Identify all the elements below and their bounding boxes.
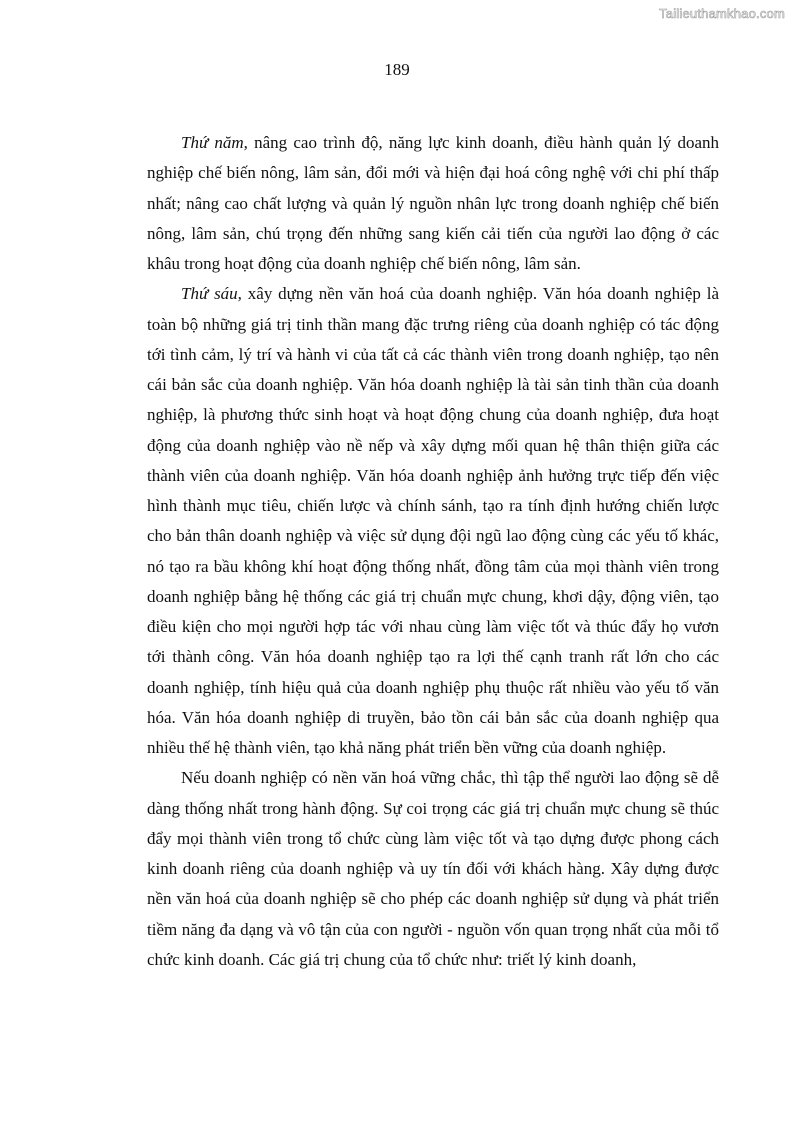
paragraph-text: nâng cao trình độ, năng lực kinh doanh, điều hành quản lý doanh nghiệp chế biến nông, lâm sản, đổi mới và hiện đại hoá công nghệ với chi phí thấp nhất; nâng cao chất lượng và quản lý nguồn nhân lực trong doanh nghiệp chế biến nông, lâm sản, chú trọng đến những sang kiến cải tiến của người lao động ở các khâu trong hoạt động của doanh nghiệp chế biến nông, lâm sản. bbox=[147, 133, 719, 273]
paragraph-lead: Thứ sáu, bbox=[181, 284, 242, 304]
paragraph-thu-nam bbox=[147, 128, 719, 279]
paragraph-van-hoa bbox=[147, 763, 719, 975]
page-number: 189 bbox=[384, 60, 410, 79]
paragraph-lead: Thứ năm, bbox=[181, 133, 248, 152]
paragraph-thu-sau bbox=[147, 279, 719, 763]
paragraph-text: Nếu doanh nghiệp có nền văn hoá vững chắc, thì tập thể người lao động sẽ dễ dàng thống nhất trong hành động. Sự coi trọng các giá trị chuẩn mực chung sẽ thúc đẩy mọi thành viên trong tổ chức cùng làm việc tốt và tạo dựng được phong cách kinh doanh riêng của doanh nghiệp và uy tín đối với khách hàng. Xây dựng được nền văn hoá của doanh nghiệp sẽ cho phép các doanh nghiệp sử dụng và phát triển tiềm năng đa dạng và vô tận của con người - nguồn vốn quan trọng nhất của mỗi tổ chức kinh doanh. Các giá trị chung của tổ chức như: triết lý kinh doanh, bbox=[147, 768, 719, 969]
document-body bbox=[147, 128, 719, 975]
site-watermark: Tailieuthamkhao.com bbox=[659, 6, 785, 21]
paragraph-text: xây dựng nền văn hoá của doanh nghiệp. Văn hóa doanh nghiệp là toàn bộ những giá trị tinh thần mang đặc trưng riêng của doanh nghiệp có tác động tới tình cảm, lý trí và hành vi của tất cả các thành viên trong doanh nghiệp, tạo nên cái bản sắc của doanh nghiệp. Văn hóa doanh nghiệp là tài sản tinh thần của doanh nghiệp, là phương thức sinh hoạt và hoạt động chung của doanh nghiệp, đưa hoạt động của doanh nghiệp vào nề nếp và xây dựng mối quan hệ thân thiện giữa các thành viên của doanh nghiệp. Văn hóa doanh nghiệp ảnh hưởng trực tiếp đến việc hình thành mục tiêu, chiến lược và chính sánh, tạo ra tính định hướng chiến lược cho bản thân doanh nghiệp và việc sử dụng đội ngũ lao động cùng các yếu tố khác, nó tạo ra bầu không khí hoạt động thống nhất, đồng tâm của mọi thành viên trong doanh nghiệp bằng hệ thống các giá trị chuẩn mực chung, khơi dậy, động viên, tạo điều kiện cho mọi người hợp tác với nhau cùng làm việc tốt và thúc đẩy họ vươn tới thành công. Văn hóa doanh nghiệp tạo ra lợi thế cạnh tranh rất lớn cho các doanh nghiệp, tính hiệu quả của doanh nghiệp phụ thuộc rất nhiều vào yếu tố văn hóa. Văn hóa doanh nghiệp di truyền, bảo tồn cái bản sắc của doanh nghiệp qua nhiều thế hệ thành viên, tạo khả năng phát triển bền vững của doanh nghiệp. bbox=[147, 284, 719, 757]
